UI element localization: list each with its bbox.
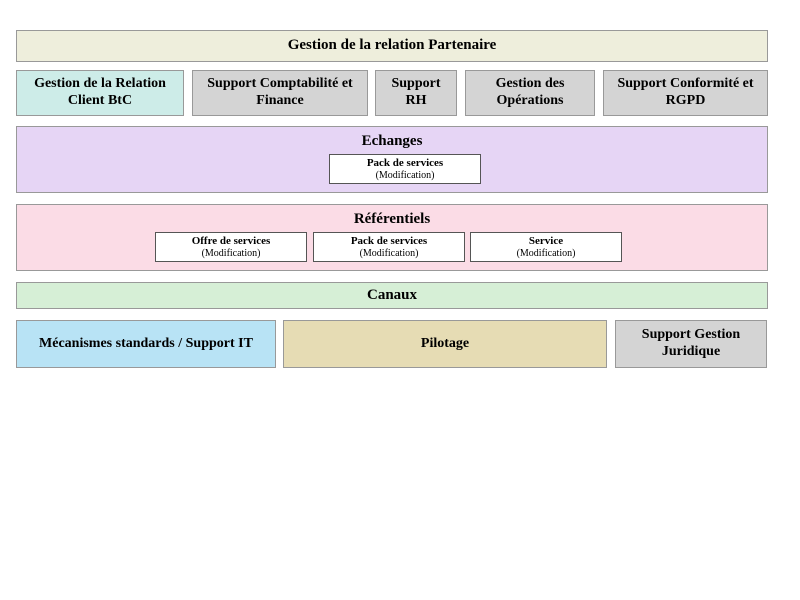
box-gestion-des-operations-label: Gestion des Opérations	[495, 76, 565, 108]
box-support-conformite-rgpd[interactable]	[603, 70, 768, 116]
inner-box-referentiels-service-sub: (Modification)	[516, 247, 576, 259]
inner-box-referentiels-pack-de-services-title: Pack de services	[350, 234, 428, 247]
band-canaux-label: Canaux	[366, 286, 418, 303]
inner-box-referentiels-service[interactable]	[470, 232, 622, 262]
inner-box-referentiels-pack-de-services[interactable]	[313, 232, 465, 262]
inner-box-echanges-pack-de-services[interactable]	[329, 154, 481, 184]
inner-box-referentiels-offre-de-services-sub: (Modification)	[201, 247, 261, 259]
box-support-conformite-rgpd-label: Support Conformité et RGPD	[617, 76, 754, 108]
band-echanges-label: Echanges	[361, 133, 423, 149]
band-referentiels-label: Référentiels	[353, 211, 431, 227]
box-pilotage-label: Pilotage	[420, 335, 470, 351]
box-gestion-relation-client-btc[interactable]	[16, 70, 184, 116]
box-support-gestion-juridique-label: Support Gestion Juridique	[641, 327, 741, 359]
inner-box-referentiels-service-title: Service	[528, 234, 564, 247]
box-support-rh-label: Support RH	[391, 76, 441, 108]
box-support-comptabilite-finance-label: Support Comptabilité et Finance	[207, 76, 353, 108]
inner-box-echanges-pack-de-services-title: Pack de services	[366, 156, 444, 169]
band-partner-relation-management-label: Gestion de la relation Partenaire	[287, 37, 497, 54]
band-echanges[interactable]	[16, 126, 768, 193]
box-gestion-relation-client-btc-label: Gestion de la Relation Client BtC	[34, 76, 166, 108]
band-canaux[interactable]	[16, 282, 768, 309]
box-support-comptabilite-finance[interactable]	[192, 70, 368, 116]
inner-box-echanges-pack-de-services-sub: (Modification)	[375, 169, 435, 181]
box-mecanismes-standards-support-it-label: Mécanismes standards / Support IT	[39, 335, 253, 351]
box-support-rh[interactable]	[375, 70, 457, 116]
box-gestion-des-operations[interactable]	[465, 70, 595, 116]
box-support-gestion-juridique[interactable]	[615, 320, 767, 368]
band-partner-relation-management[interactable]	[16, 30, 768, 62]
inner-box-referentiels-offre-de-services[interactable]	[155, 232, 307, 262]
box-mecanismes-standards-support-it[interactable]	[16, 320, 276, 368]
inner-box-referentiels-pack-de-services-sub: (Modification)	[359, 247, 419, 259]
band-referentiels[interactable]	[16, 204, 768, 271]
box-pilotage[interactable]	[283, 320, 607, 368]
inner-box-referentiels-offre-de-services-title: Offre de services	[191, 234, 271, 247]
